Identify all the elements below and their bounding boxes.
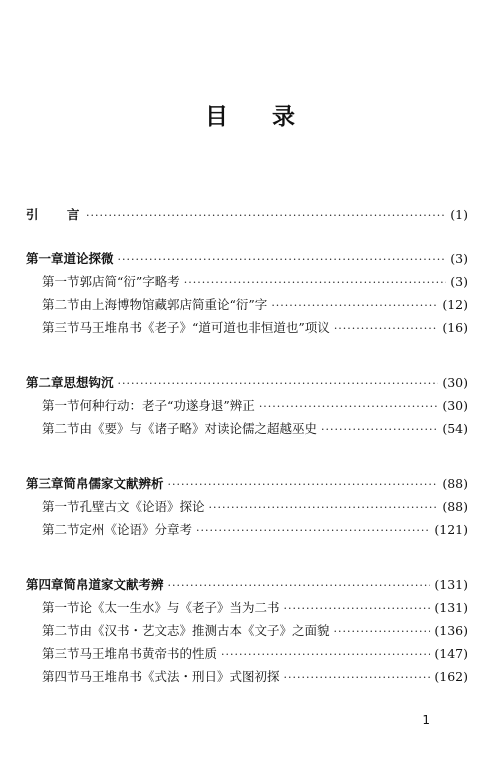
leader-dots [184, 271, 446, 294]
section-title: 马王堆帛书黄帝书的性质 [79, 646, 218, 661]
section-page: (131) [434, 600, 468, 615]
toc-chapter-3[interactable] [26, 472, 468, 495]
toc-chapter-1[interactable] [26, 247, 468, 270]
chapter-page: (131) [434, 577, 468, 592]
leader-dots [259, 395, 439, 418]
section-number: 第一节 [42, 274, 80, 289]
leader-dots [196, 519, 430, 542]
chapter-title: 道论探微 [63, 251, 114, 266]
toc-section-2-2[interactable] [26, 417, 468, 440]
section-page: (16) [442, 320, 468, 335]
toc-chapter-2[interactable] [26, 371, 468, 394]
title-char-2: 录 [272, 103, 295, 130]
section-page: (147) [434, 646, 468, 661]
chapter-title: 思想钩沉 [63, 375, 114, 390]
leader-dots [284, 666, 431, 689]
chapter-title: 简帛道家文献考辨 [63, 577, 164, 592]
section-title: 论《太一生水》与《老子》当为二书 [79, 600, 280, 615]
leader-dots [321, 418, 438, 441]
section-page: (54) [442, 421, 468, 436]
toc-section-4-2[interactable] [26, 619, 468, 642]
intro-page: (1) [450, 207, 468, 222]
toc-section-3-1[interactable] [26, 495, 468, 518]
toc-section-1-1[interactable] [26, 270, 468, 293]
leader-dots [334, 317, 439, 340]
section-number: 第一节 [42, 398, 80, 413]
leader-dots [118, 248, 447, 271]
section-number: 第二节 [42, 297, 80, 312]
section-number: 第二节 [42, 522, 80, 537]
section-title: 郭店简“衍”字略考 [79, 274, 180, 289]
section-number: 第一节 [42, 600, 80, 615]
page-title [0, 98, 500, 131]
section-title: 由《要》与《诸子略》对读论儒之超越巫史 [79, 421, 318, 436]
toc-entry-intro[interactable] [26, 203, 468, 226]
leader-dots [284, 597, 431, 620]
leader-dots [334, 620, 431, 643]
section-title: 马王堆帛书《式法・刑日》式图初探 [79, 669, 280, 684]
toc-section-4-3[interactable] [26, 642, 468, 665]
section-number: 第二节 [42, 421, 80, 436]
section-title: 马王堆帛书《老子》“道可道也非恒道也”项议 [79, 320, 330, 335]
leader-dots [209, 496, 439, 519]
section-page: (88) [442, 499, 468, 514]
section-page: (12) [442, 297, 468, 312]
section-title: 孔壁古文《论语》探论 [79, 499, 205, 514]
section-page: (30) [442, 398, 468, 413]
chapter-number: 第三章 [26, 476, 64, 491]
section-title: 由《汉书・艺文志》推测古本《文子》之面貌 [79, 623, 330, 638]
intro-label: 引 言 [26, 207, 92, 222]
table-of-contents [26, 203, 468, 688]
chapter-number: 第二章 [26, 375, 64, 390]
section-number: 第二节 [42, 623, 80, 638]
section-title: 由上海博物馆藏郭店简重论“衍”字 [79, 297, 268, 312]
section-number: 第一节 [42, 499, 80, 514]
section-title: 定州《论语》分章考 [79, 522, 193, 537]
leader-dots [168, 574, 431, 597]
section-number: 第三节 [42, 320, 80, 335]
chapter-number: 第四章 [26, 577, 64, 592]
chapter-page: (3) [450, 251, 468, 266]
leader-dots [118, 372, 439, 395]
leader-dots [221, 643, 430, 666]
section-page: (3) [450, 274, 468, 289]
toc-section-3-2[interactable] [26, 518, 468, 541]
section-page: (121) [434, 522, 468, 537]
leader-dots [86, 204, 446, 227]
section-title: 何种行动：老子“功遂身退”辨正 [79, 398, 255, 413]
toc-section-1-3[interactable] [26, 316, 468, 339]
section-number: 第四节 [42, 669, 80, 684]
section-page: (162) [434, 669, 468, 684]
section-number: 第三节 [42, 646, 80, 661]
chapter-page: (88) [442, 476, 468, 491]
leader-dots [168, 473, 439, 496]
page-number: 1 [422, 713, 430, 727]
toc-section-2-1[interactable] [26, 394, 468, 417]
section-page: (136) [434, 623, 468, 638]
toc-section-4-4[interactable] [26, 665, 468, 688]
toc-chapter-4[interactable] [26, 573, 468, 596]
toc-section-1-2[interactable] [26, 293, 468, 316]
leader-dots [271, 294, 438, 317]
chapter-page: (30) [442, 375, 468, 390]
toc-section-4-1[interactable] [26, 596, 468, 619]
chapter-number: 第一章 [26, 251, 64, 266]
title-char-1: 目 [205, 103, 228, 130]
chapter-title: 简帛儒家文献辨析 [63, 476, 164, 491]
